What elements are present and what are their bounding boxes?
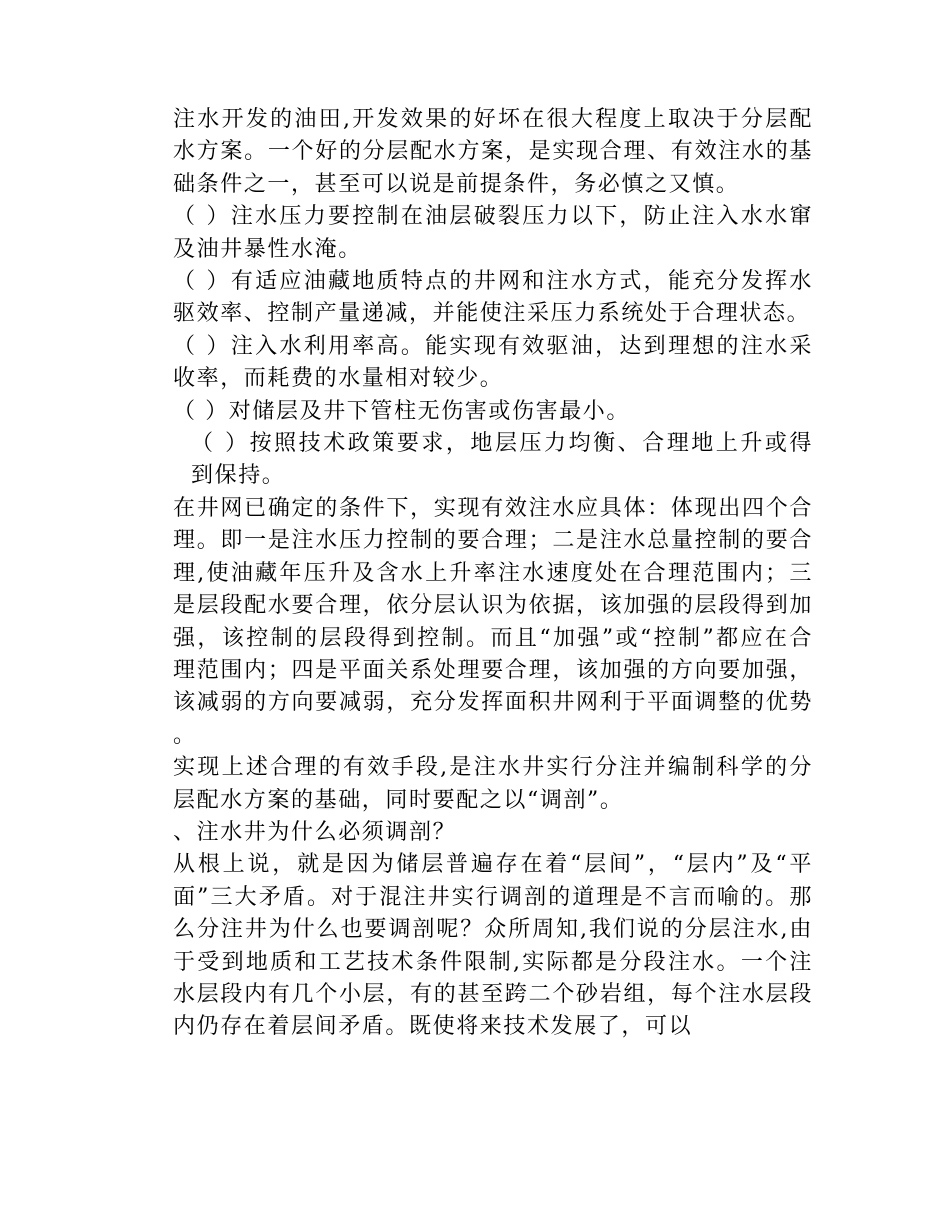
paragraph-item-water-utilization: （ ）注入水利用率高。能实现有效驱油，达到理想的注水采收率，而耗费的水量相对较少。 — [173, 333, 813, 392]
paragraph-item-well-pattern: （ ）有适应油藏地质特点的井网和注水方式，能充分发挥水驱效率、控制产量递减，并能使注采压力系统处于合理状态。 — [173, 269, 813, 327]
paragraph-answer: 从根上说，就是因为储层普遍存在着“层间”，“层内”及“平面”三大矛盾。对于混注井实行调剖的道理是不言而喻的。那么分注井为什么也要调剖呢？众所周知,我们说的分层注水,由于受到地质和工艺技术条件限制,实际都是分段注水。一个注水层段内有几个小层，有的甚至跨二个砂岩组，每个注水层段内仍存在着层间矛盾。既使将来技术发展了，可以 — [173, 852, 813, 1040]
paragraph-effective-means: 实现上述合理的有效手段,是注水井实行分注并编制科学的分层配水方案的基础，同时要配之以“调剖”。 — [173, 755, 813, 813]
paragraph-item-formation-pressure: （ ）按照技术政策要求，地层压力均衡、合理地上升或得到保持。 — [191, 431, 813, 489]
paragraph-item-pressure: （ ）注水压力要控制在油层破裂压力以下，防止注入水水窜及油井暴性水淹。 — [173, 204, 813, 262]
paragraph-four-reasonable: 在井网已确定的条件下，实现有效注水应具体：体现出四个合理。即一是注水压力控制的要合理；二是注水总量控制的要合理,使油藏年压升及含水上升率注水速度处在合理范围内；三是层段配水要合理，依分层认识为依据，该加强的层段得到加强，该控制的层段得到控制。而且“加强”或“控制”都应在合理范围内；四是平面关系处理要合理，该加强的方向要加强，该减弱的方向要减弱，充分发挥面积井网利于平面调整的优势 。 — [173, 495, 813, 748]
paragraph-intro: 注水开发的油田,开发效果的好坏在很大程度上取决于分层配水方案。一个好的分层配水方案，是实现合理、有效注水的基础条件之一，甚至可以说是前提条件，务必慎之又慎。 — [173, 107, 813, 197]
document-page — [173, 104, 813, 1044]
paragraph-item-reservoir-damage: （ ）对储层及井下管柱无伤害或伤害最小。 — [173, 398, 630, 424]
paragraph-question-heading: 、注水井为什么必须调剖？ — [173, 819, 457, 845]
